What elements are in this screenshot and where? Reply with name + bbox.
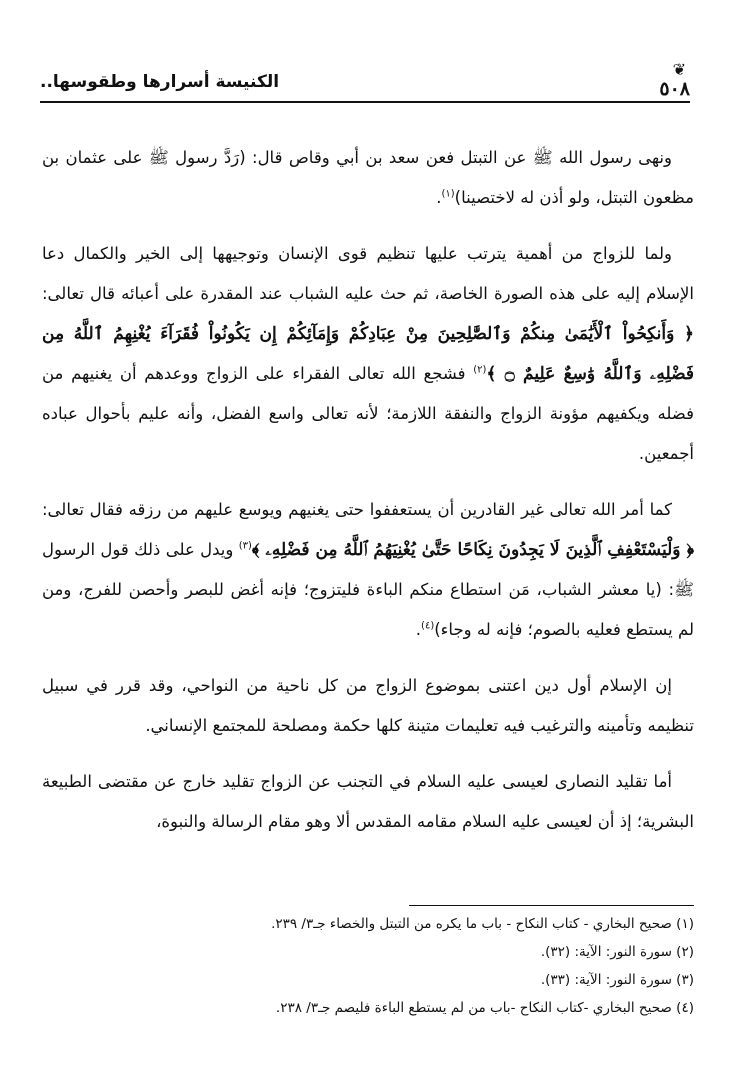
- paragraph-3-text-b: ويدل على ذلك قول الرسول ﷺ: (يا معشر الشباب، مَن استطاع منكم الباءة فليتزوج؛ فإنه أغض للبصر وأحصن للفرج، ومن لم يستطع فعليه بالصوم؛ فإنه له وجاء): [42, 540, 694, 639]
- page-header: [40, 62, 690, 102]
- paragraph-2-text-b: فشجع الله تعالى الفقراء على الزواج ووعدهم أن يغنيهم من فضله ويكفيهم مؤونة الزواج والنفقة اللازمة؛ لأنه تعالى واسع الفضل، وأنه عليم بأحوال عباده أجمعين.: [42, 364, 694, 463]
- quran-verse-2: ﴿ وَلْيَسْتَعْفِفِ ٱلَّذِينَ لَا يَجِدُونَ نِكَاحًا حَتَّىٰ يُغْنِيَهُمُ ٱللَّهُ مِن فَضْلِهِۦ ﴾: [251, 540, 694, 560]
- paragraph-1-text: ونهى رسول الله ﷺ عن التبتل فعن سعد بن أبي وقاص قال: (رَدَّ رسول ﷺ على عثمان بن مظعون التبتل، ولو أذن له لاختصينا): [42, 148, 694, 207]
- footnotes: [42, 910, 694, 1022]
- header-rule: [40, 101, 690, 103]
- paragraph-1-end: .: [436, 188, 442, 207]
- page-number-box: [659, 62, 690, 100]
- page-number: ٥٠٨: [659, 78, 690, 100]
- footnote-1: (١) صحيح البخاري - كتاب النكاح - باب ما يكره من التبتل والخصاء جـ٣/ ٢٣٩.: [271, 916, 694, 932]
- body-text: [42, 138, 694, 858]
- paragraph-2: [42, 234, 694, 474]
- paragraph-3-end: .: [415, 620, 422, 639]
- footnote-3: (٣) سورة النور: الآية: (٣٣).: [540, 972, 694, 988]
- footnote-4: (٤) صحيح البخاري -كتاب النكاح -باب من لم يستطع الباءة فليصم جـ٣/ ٢٣٨.: [275, 1000, 694, 1016]
- footnote-ref-3[interactable]: (٣): [238, 540, 252, 552]
- paragraph-4: إن الإسلام أول دين اعتنى بموضوع الزواج من كل ناحية من النواحي، وقد قرر في سبيل تنظيمه وتأمينه والترغيب فيه تعليمات متينة كلها حكمة ومصلحة للمجتمع الإنساني.: [42, 676, 694, 735]
- paragraph-1: [42, 138, 694, 218]
- running-title: الكنيسة أسرارها وطقوسها..: [40, 72, 280, 92]
- ornament-icon: ❦: [672, 60, 686, 79]
- paragraph-3: [42, 490, 694, 650]
- paragraph-3-text-a: كما أمر الله تعالى غير القادرين أن يستعففوا حتى يغنيهم ويوسع عليهم من رزقه فقال تعالى:: [42, 500, 672, 519]
- paragraph-5: أما تقليد النصارى لعيسى عليه السلام في التجنب عن الزواج تقليد خارج عن مقتضى الطبيعة البشرية؛ إذ أن لعيسى عليه السلام مقامه المقدس ألا وهو مقام الرسالة والنبوة،: [42, 772, 694, 831]
- footnote-rule: [409, 905, 694, 906]
- footnote-ref-1[interactable]: (١): [441, 188, 455, 200]
- paragraph-2-text-a: ولما للزواج من أهمية يترتب عليها تنظيم قوى الإنسان وتوجيهها إلى الخير والكمال دعا الإسلام إليه على هذه الصورة الخاصة، ثم حث عليه الشباب عند المقدرة على أعبائه قال تعالى:: [42, 244, 694, 303]
- footnote-ref-2[interactable]: (٢): [473, 364, 487, 376]
- quran-verse-1: ﴿ وَأَنكِحُواْ ٱلْأَيَٰمَىٰ مِنكُمْ وَٱلصَّٰلِحِينَ مِنْ عِبَادِكُمْ وَإِمَآئِكُمْ إِن يَكُونُواْ فُقَرَآءَ يُغْنِهِمُ ٱللَّهُ مِن فَضْلِهِۦ وَٱللَّهُ وَٰسِعٌ عَلِيمٌ ۝ ﴾: [42, 324, 694, 384]
- footnote-ref-4[interactable]: (٤): [421, 620, 435, 632]
- footnote-2: (٢) سورة النور: الآية: (٣٢).: [540, 944, 694, 960]
